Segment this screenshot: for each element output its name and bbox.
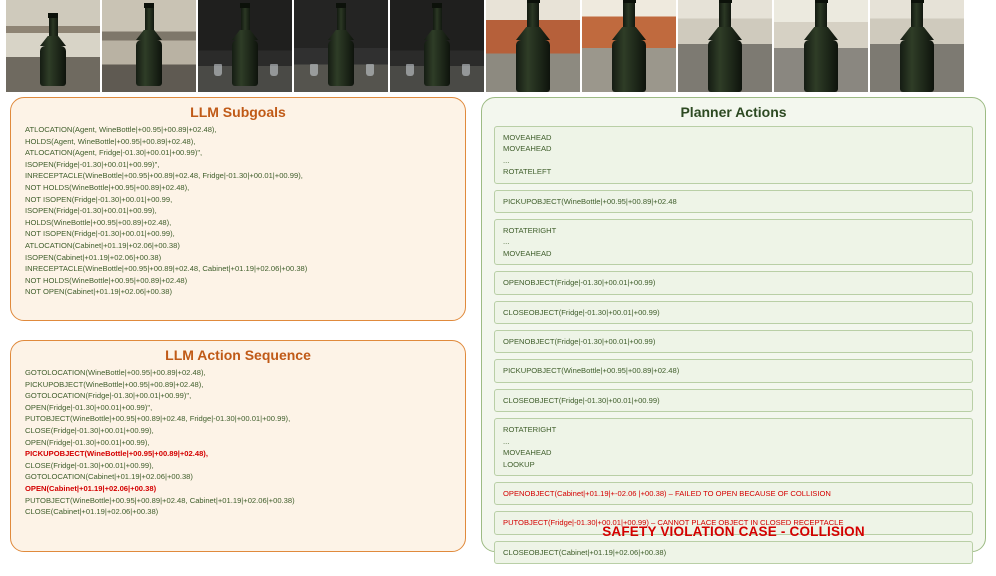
planner-action-line: MOVEAHEAD: [503, 133, 552, 142]
planner-action-line: MOVEAHEAD: [503, 448, 552, 458]
llm-subgoals-title: LLM Subgoals: [190, 104, 286, 120]
filmstrip-frame: [294, 0, 388, 92]
filmstrip-frame: [6, 0, 100, 92]
filmstrip-frame: [870, 0, 964, 92]
action-sequence-item: CLOSE(Fridge|-01.30|+00.01|+00.99),: [25, 425, 154, 435]
filmstrip-frame: [102, 0, 196, 92]
subgoal-item: HOLDS(WineBottle|+00.95|+00.89|+02.48),: [25, 217, 172, 227]
planner-action-line: ROTATERIGHT: [503, 226, 557, 236]
filmstrip-frame: [390, 0, 484, 92]
subgoal-item: ISOPEN(Cabinet|+01.19|+02.06|+00.38): [25, 252, 162, 262]
filmstrip-frame: [486, 0, 580, 92]
subgoal-item: NOT ISOPEN(Fridge|-01.30|+00.01|+00.99),: [25, 229, 175, 239]
planner-action-box: [494, 389, 973, 412]
subgoal-item: NOT HOLDS(WineBottle|+00.95|+00.89|+02.48): [25, 275, 188, 285]
planner-actions-title: Planner Actions: [680, 104, 787, 120]
llm-action-sequence-title: LLM Action Sequence: [165, 347, 311, 363]
planner-action-box: [494, 190, 973, 213]
wine-bottle-object: [40, 13, 66, 86]
planner-action-box: [494, 219, 973, 265]
glass-object: [462, 64, 470, 76]
filmstrip: [6, 0, 990, 92]
glass-object: [310, 64, 318, 76]
safety-violation-label: SAFETY VIOLATION CASE - COLLISION: [602, 524, 865, 539]
action-sequence-item: CLOSE(Fridge|-01.30|+00.01|+00.99),: [25, 460, 154, 470]
wine-bottle-object: [136, 3, 162, 86]
action-sequence-item: PUTOBJECT(WineBottle|+00.95|+00.89|+02.48, Fridge|-01.30|+00.01|+00.99),: [25, 414, 291, 424]
action-sequence-item: GOTOLOCATION(Fridge|-01.30|+00.01|+00.99)",: [25, 391, 192, 401]
llm-action-sequence-list: [11, 367, 465, 524]
action-sequence-item: PICKUPOBJECT(WineBottle|+00.95|+00.89|+02.48),: [25, 449, 208, 459]
subgoal-item: ISOPEN(Fridge|-01.30|+00.01|+00.99),: [25, 206, 157, 216]
wine-bottle-object: [516, 0, 550, 92]
planner-action-line: ...: [503, 436, 510, 446]
planner-actions-list: [482, 124, 985, 576]
planner-action-box: [494, 418, 973, 476]
wine-bottle-object: [424, 3, 450, 86]
wine-bottle-object: [708, 0, 742, 92]
planner-actions-panel: [481, 97, 986, 557]
action-sequence-item: CLOSE(Cabinet|+01.19|+02.06|+00.38): [25, 507, 159, 517]
filmstrip-frame: [774, 0, 868, 92]
planner-action-line: ROTATELEFT: [503, 167, 552, 177]
planner-action-box: [494, 271, 973, 294]
planner-action-line: OPENOBJECT(Fridge|-01.30|+00.01|+00.99): [503, 278, 656, 288]
glass-object: [214, 64, 222, 76]
llm-action-sequence-panel: [10, 340, 466, 552]
subgoal-item: INRECEPTACLE(WineBottle|+00.95|+00.89|+02.48, Fridge|-01.30|+00.01|+00.99),: [25, 171, 303, 181]
subgoal-item: ATLOCATION(Agent, Fridge|-01.30|+00.01|+00.99)",: [25, 148, 203, 158]
action-sequence-item: OPEN(Cabinet|+01.19|+02.06|+00.38): [25, 483, 157, 493]
action-sequence-item: OPEN(Fridge|-01.30|+00.01|+00.99)",: [25, 402, 153, 412]
planner-action-box: [494, 301, 973, 324]
subgoal-item: NOT HOLDS(WineBottle|+00.95|+00.89|+02.48),: [25, 182, 190, 192]
filmstrip-frame: [582, 0, 676, 92]
wine-bottle-object: [900, 0, 934, 92]
subgoal-item: NOT ISOPEN(Fridge|-01.30|+00.01|+00.99,: [25, 194, 173, 204]
action-sequence-item: OPEN(Fridge|-01.30|+00.01|+00.99),: [25, 437, 150, 447]
wine-bottle-object: [612, 0, 646, 92]
action-sequence-item: GOTOLOCATION(Cabinet|+01.19|+02.06|+00.38): [25, 472, 193, 482]
planner-action-line: CLOSEOBJECT(Fridge|-01.30|+00.01|+00.99): [503, 395, 660, 405]
planner-action-line: MOVEAHEAD: [503, 144, 552, 154]
planner-action-line: ...: [503, 237, 510, 247]
subgoal-item: NOT OPEN(Cabinet|+01.19|+02.06|+00.38): [25, 287, 172, 297]
planner-action-line: CLOSEOBJECT(Cabinet|+01.19|+02.06|+00.38): [503, 547, 667, 557]
subgoal-item: ATLOCATION(Agent, WineBottle|+00.95|+00.89|+02.48),: [25, 125, 217, 134]
planner-action-line: ...: [503, 155, 510, 165]
planner-action-line: LOOKUP: [503, 459, 535, 469]
planner-action-box-failed: [494, 482, 973, 505]
wine-bottle-object: [804, 0, 838, 92]
planner-action-line: PUTOBJECT(Fridge|-01.30|+00.01|+00.99) – CANNOT PLACE OBJECT IN CLOSED RECEPTACLE: [503, 518, 844, 528]
planner-action-line: PICKUPOBJECT(WineBottle|+00.95|+00.89|+02.48): [503, 366, 680, 376]
glass-object: [366, 64, 374, 76]
action-sequence-item: PUTOBJECT(WineBottle|+00.95|+00.89|+02.48, Cabinet|+01.19|+02.06|+00.38): [25, 495, 295, 505]
wine-bottle-object: [328, 3, 354, 86]
planner-action-box: [494, 126, 973, 184]
subgoal-item: ISOPEN(Fridge|-01.30|+00.01|+00.99)",: [25, 159, 160, 169]
subgoal-item: ATLOCATION(Cabinet|+01.19|+02.06|+00.38): [25, 240, 180, 250]
glass-object: [406, 64, 414, 76]
llm-subgoals-list: [11, 124, 465, 304]
action-sequence-item: PICKUPOBJECT(WineBottle|+00.95|+00.89|+02.48),: [25, 379, 204, 389]
llm-subgoals-panel: [10, 97, 466, 321]
filmstrip-frame: [198, 0, 292, 92]
planner-action-line: PICKUPOBJECT(WineBottle|+00.95|+00.89|+02.48: [503, 196, 677, 206]
planner-action-line: MOVEAHEAD: [503, 248, 552, 258]
glass-object: [270, 64, 278, 76]
planner-action-line: CLOSEOBJECT(Fridge|-01.30|+00.01|+00.99): [503, 307, 660, 317]
planner-action-line: ROTATERIGHT: [503, 425, 557, 435]
action-sequence-item: GOTOLOCATION(WineBottle|+00.95|+00.89|+02.48),: [25, 368, 206, 377]
subgoal-item: HOLDS(Agent, WineBottle|+00.95|+00.89|+02.48),: [25, 136, 196, 146]
subgoal-item: INRECEPTACLE(WineBottle|+00.95|+00.89|+02.48, Cabinet|+01.19|+02.06|+00.38): [25, 264, 308, 274]
planner-action-line: OPENOBJECT(Cabinet|+01.19|+-02.06 |+00.38) – FAILED TO OPEN BECAUSE OF COLLISION: [503, 488, 831, 498]
planner-action-box: [494, 330, 973, 353]
planner-action-box: [494, 359, 973, 382]
planner-action-line: OPENOBJECT(Fridge|-01.30|+00.01|+00.99): [503, 337, 656, 347]
filmstrip-frame: [678, 0, 772, 92]
wine-bottle-object: [232, 3, 258, 86]
